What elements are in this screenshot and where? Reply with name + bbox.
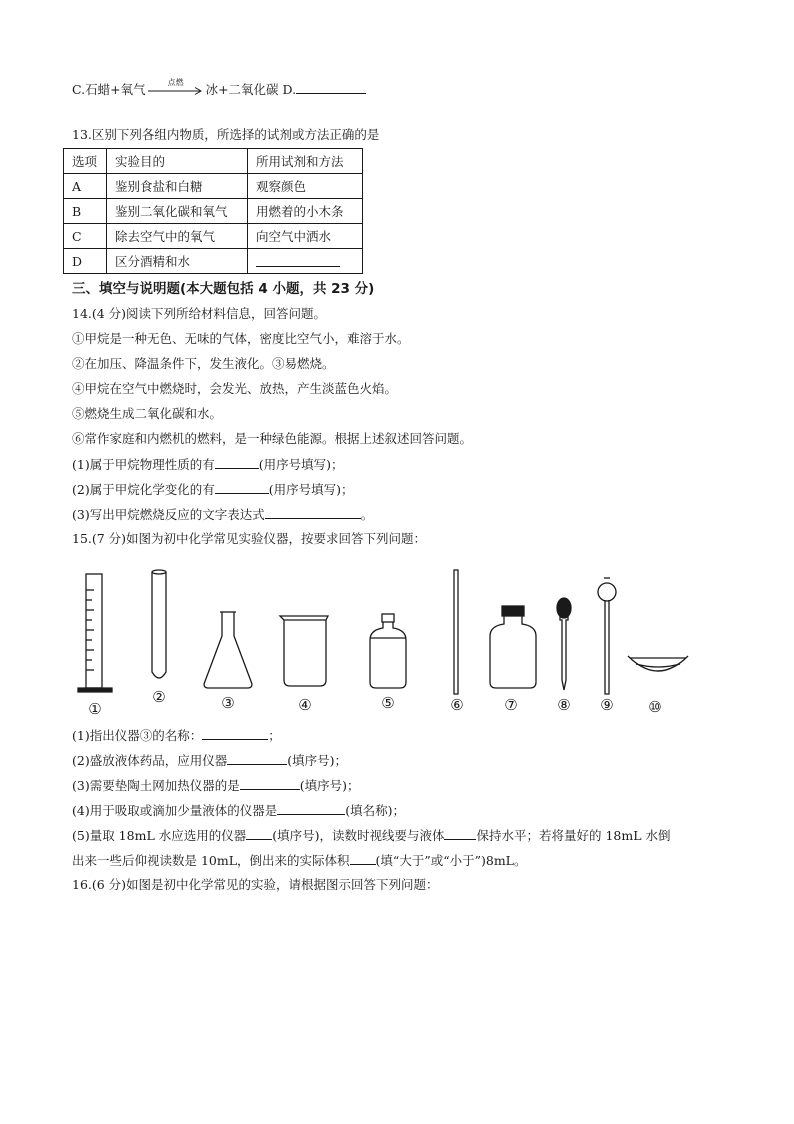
q14-material-line: ⑥常作家庭和内燃机的燃料，是一种绿色能源。根据上述叙述回答问题。 — [72, 431, 473, 446]
instrument-label: ⑦ — [504, 696, 518, 714]
instrument-label: ⑩ — [648, 698, 662, 716]
answer-blank[interactable] — [256, 253, 340, 267]
reaction-arrow — [148, 77, 204, 98]
question-text: (填“大于”或“小于”)8mL。 — [375, 853, 527, 868]
question-text: (填名称)； — [345, 803, 405, 818]
reaction-condition: 点燃 — [167, 77, 184, 87]
question-text: (2)属于甲烷化学变化的有 — [72, 482, 215, 497]
funnel-icon — [598, 578, 616, 694]
question-text: (2)盛放液体药品，应用仪器 — [72, 753, 228, 768]
question-text: (5)量取 18mL 水应选用的仪器 — [72, 828, 247, 843]
table-cell: 观察颜色 — [248, 174, 363, 199]
q15-subquestion-2 — [72, 751, 347, 770]
graduated-cylinder-icon — [78, 574, 112, 692]
instrument-label: ⑧ — [557, 696, 571, 714]
q15-subquestion-1 — [72, 726, 281, 745]
q15-subquestion-4 — [72, 801, 405, 820]
table-cell: 向空气中洒水 — [248, 224, 363, 249]
q12-option-c-prefix: C.石蜡+氧气 — [72, 82, 146, 97]
q14-stem: 14.(4 分)阅读下列所给材料信息，回答问题。 — [72, 306, 327, 321]
table-cell: 除去空气中的氧气 — [107, 224, 248, 249]
question-text: (1)属于甲烷物理性质的有 — [72, 457, 215, 472]
question-text: 出来一些后仰视读数是 10mL，倒出来的实际体积 — [72, 853, 350, 868]
question-text: (用序号填写)； — [258, 457, 344, 472]
q14-subquestion-2 — [72, 480, 353, 499]
answer-blank[interactable] — [296, 80, 366, 94]
question-text: (填序号)； — [299, 778, 360, 793]
answer-blank[interactable] — [215, 455, 259, 469]
instrument-label: ② — [152, 688, 166, 706]
answer-blank[interactable] — [350, 851, 376, 865]
table-header-row — [64, 149, 363, 174]
answer-blank[interactable] — [246, 826, 272, 840]
q15-subquestion-3 — [72, 776, 359, 795]
table-cell: B — [64, 199, 107, 224]
question-text: (填序号)，读数时视线要与液体 — [272, 828, 445, 843]
table-cell: 区分酒精和水 — [107, 249, 248, 274]
test-tube-icon — [152, 570, 166, 678]
table-row — [64, 199, 363, 224]
answer-blank[interactable] — [215, 480, 269, 494]
section-heading: 三、填空与说明题(本大题包括 4 小题，共 23 分) — [72, 281, 375, 297]
table-cell: A — [64, 174, 107, 199]
table-cell: D — [64, 249, 107, 274]
dropper-icon — [557, 598, 571, 690]
instrument-label: ⑤ — [381, 694, 395, 712]
q14-material-line: ⑤燃烧生成二氧化碳和水。 — [72, 406, 223, 421]
table-header: 所用试剂和方法 — [248, 149, 363, 174]
question-text: (3)需要垫陶土网加热仪器的是 — [72, 778, 240, 793]
answer-blank[interactable] — [240, 776, 300, 790]
conical-flask-icon — [204, 612, 252, 688]
q13-stem: 13.区别下列各组内物质，所选择的试剂或方法正确的是 — [72, 127, 380, 142]
q15-subquestion-5-cont — [72, 851, 526, 870]
glass-rod-icon — [454, 570, 458, 694]
q14-subquestion-1 — [72, 455, 343, 474]
q15-stem: 15.(7 分)如图为初中化学常见实验仪器，按要求回答下列问题： — [72, 531, 427, 546]
evaporating-dish-icon — [628, 656, 688, 671]
instrument-label: ① — [88, 700, 102, 718]
question-text: (填序号)； — [287, 753, 347, 768]
q14-subquestion-3 — [72, 505, 373, 524]
q12-option-c-suffix: 冰+二氧化碳 D. — [205, 82, 297, 97]
q13-table — [63, 148, 363, 274]
question-text: (4)用于吸取或滴加少量液体的仪器是 — [72, 803, 278, 818]
q12-option-c — [72, 77, 366, 99]
table-cell: 鉴别二氧化碳和氧气 — [107, 199, 248, 224]
instrument-label: ④ — [298, 696, 312, 714]
instrument-label: ③ — [221, 694, 235, 712]
stoppered-bottle-icon — [490, 606, 536, 688]
table-cell: 鉴别食盐和白糖 — [107, 174, 248, 199]
table-row — [64, 224, 363, 249]
answer-blank[interactable] — [202, 726, 268, 740]
answer-blank[interactable] — [227, 751, 287, 765]
lab-instruments-figure — [70, 562, 710, 722]
q16-stem: 16.(6 分)如图是初中化学常见的实验，请根据图示回答下列问题： — [72, 877, 439, 892]
instrument-label: ⑥ — [450, 696, 464, 714]
question-text: ； — [268, 728, 281, 743]
table-header: 实验目的 — [107, 149, 248, 174]
question-text: (用序号填写)； — [268, 482, 354, 497]
q14-material-line: ①甲烷是一种无色、无味的气体，密度比空气小，难溶于水。 — [72, 331, 410, 346]
question-text: (3)写出甲烷燃烧反应的文字表达式 — [72, 507, 265, 522]
reagent-bottle-icon — [370, 614, 406, 688]
table-cell: C — [64, 224, 107, 249]
q14-material-line: ②在加压、降温条件下，发生液化。③易燃烧。 — [72, 356, 335, 371]
table-row — [64, 174, 363, 199]
table-cell — [248, 249, 363, 274]
question-text: 保持水平；若将量好的 18mL 水倒 — [476, 828, 671, 843]
question-text: (1)指出仪器③的名称： — [72, 728, 203, 743]
right-arrow-icon — [148, 87, 204, 95]
answer-blank[interactable] — [265, 505, 361, 519]
table-cell: 用燃着的小木条 — [248, 199, 363, 224]
table-header: 选项 — [64, 149, 107, 174]
question-text: 。 — [360, 507, 374, 522]
answer-blank[interactable] — [277, 801, 345, 815]
beaker-icon — [280, 616, 328, 686]
answer-blank[interactable] — [444, 826, 476, 840]
q15-subquestion-5 — [72, 826, 671, 845]
q14-material-line: ④甲烷在空气中燃烧时，会发光、放热，产生淡蓝色火焰。 — [72, 381, 398, 396]
instrument-label: ⑨ — [600, 696, 614, 714]
table-row — [64, 249, 363, 274]
